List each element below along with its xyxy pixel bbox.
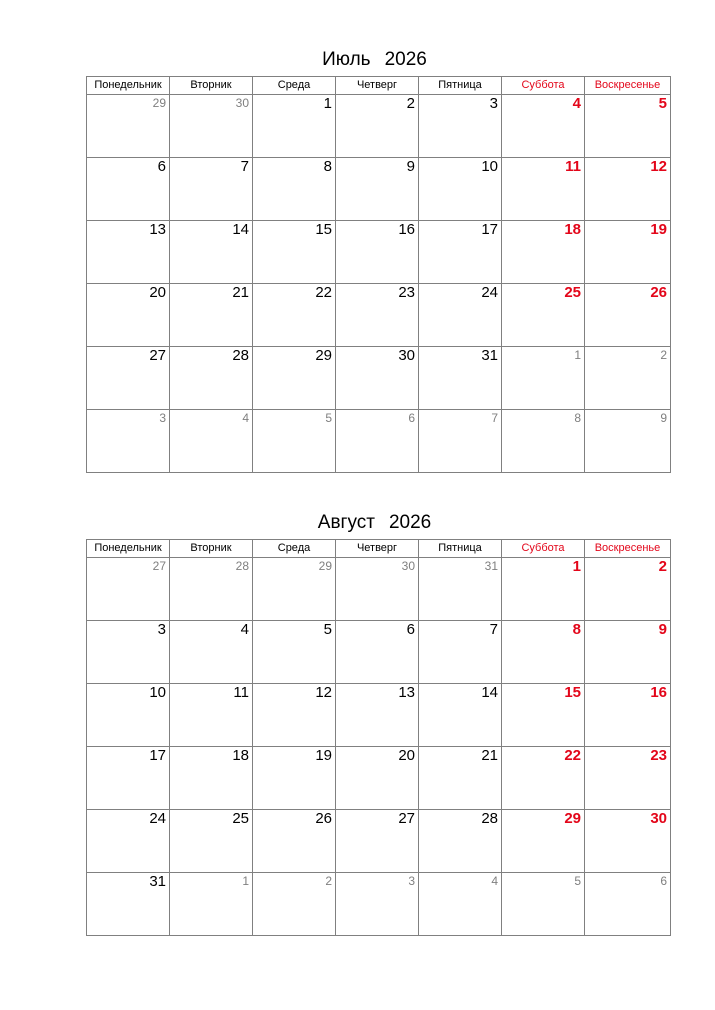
day-cell: 20 [336, 747, 419, 810]
day-cell: 1 [253, 95, 336, 158]
day-cell-other-month: 5 [502, 873, 585, 936]
day-cell-other-month: 3 [336, 873, 419, 936]
month-title [86, 509, 663, 537]
day-cell-other-month: 31 [419, 558, 502, 621]
weekday-header: Суббота [502, 77, 585, 95]
day-cell: 20 [87, 284, 170, 347]
day-cell: 19 [585, 221, 671, 284]
day-cell: 28 [170, 347, 253, 410]
weekday-header: Четверг [336, 540, 419, 558]
weekday-header: Вторник [170, 540, 253, 558]
day-cell-other-month: 7 [419, 410, 502, 473]
day-cell: 16 [336, 221, 419, 284]
day-cell-other-month: 5 [253, 410, 336, 473]
day-cell-other-month: 4 [170, 410, 253, 473]
day-cell: 21 [419, 747, 502, 810]
day-cell-other-month: 2 [253, 873, 336, 936]
day-cell: 24 [87, 810, 170, 873]
day-cell-other-month: 28 [170, 558, 253, 621]
day-cell-other-month: 9 [585, 410, 671, 473]
day-cell: 24 [419, 284, 502, 347]
day-cell-other-month: 6 [336, 410, 419, 473]
week-row [87, 621, 671, 684]
day-cell: 30 [585, 810, 671, 873]
week-row [87, 558, 671, 621]
day-cell: 23 [585, 747, 671, 810]
day-cell: 29 [253, 347, 336, 410]
week-row [87, 284, 671, 347]
day-cell: 18 [502, 221, 585, 284]
day-cell: 8 [253, 158, 336, 221]
day-cell: 17 [87, 747, 170, 810]
day-cell: 26 [585, 284, 671, 347]
day-cell: 22 [253, 284, 336, 347]
month-year: 2026 [384, 49, 427, 70]
day-cell-other-month: 8 [502, 410, 585, 473]
month-name: Июль [322, 49, 371, 70]
day-cell: 14 [419, 684, 502, 747]
day-cell: 29 [502, 810, 585, 873]
day-cell: 4 [502, 95, 585, 158]
month-name: Август [317, 512, 375, 533]
day-cell: 6 [336, 621, 419, 684]
week-row [87, 158, 671, 221]
week-row [87, 347, 671, 410]
day-cell: 19 [253, 747, 336, 810]
day-cell: 2 [585, 558, 671, 621]
weekday-header: Воскресенье [585, 540, 671, 558]
week-row [87, 810, 671, 873]
day-cell: 4 [170, 621, 253, 684]
day-cell: 25 [170, 810, 253, 873]
day-cell: 27 [336, 810, 419, 873]
day-cell: 5 [585, 95, 671, 158]
weekday-header: Понедельник [87, 77, 170, 95]
week-row [87, 873, 671, 936]
month-year: 2026 [388, 512, 432, 533]
day-cell: 7 [419, 621, 502, 684]
day-cell: 5 [253, 621, 336, 684]
day-cell: 10 [87, 684, 170, 747]
day-cell: 9 [336, 158, 419, 221]
weekday-header: Пятница [419, 540, 502, 558]
weekday-header: Вторник [170, 77, 253, 95]
day-cell: 23 [336, 284, 419, 347]
day-cell-other-month: 6 [585, 873, 671, 936]
day-cell-other-month: 3 [87, 410, 170, 473]
day-cell: 11 [170, 684, 253, 747]
day-cell: 28 [419, 810, 502, 873]
day-cell: 10 [419, 158, 502, 221]
day-cell: 12 [253, 684, 336, 747]
day-cell: 1 [502, 558, 585, 621]
day-cell: 31 [87, 873, 170, 936]
day-cell: 11 [502, 158, 585, 221]
day-cell: 30 [336, 347, 419, 410]
weekday-header: Воскресенье [585, 77, 671, 95]
day-cell: 15 [253, 221, 336, 284]
month-title [86, 46, 663, 74]
day-cell-other-month: 1 [502, 347, 585, 410]
day-cell: 8 [502, 621, 585, 684]
day-cell: 26 [253, 810, 336, 873]
day-cell: 3 [87, 621, 170, 684]
day-cell: 16 [585, 684, 671, 747]
day-cell: 22 [502, 747, 585, 810]
day-cell: 7 [170, 158, 253, 221]
day-cell: 18 [170, 747, 253, 810]
day-cell: 31 [419, 347, 502, 410]
week-row [87, 410, 671, 473]
calendar-grid [86, 539, 671, 936]
day-cell: 9 [585, 621, 671, 684]
day-cell: 2 [336, 95, 419, 158]
day-cell-other-month: 27 [87, 558, 170, 621]
calendar-grid [86, 76, 671, 473]
day-cell-other-month: 4 [419, 873, 502, 936]
day-cell-other-month: 29 [87, 95, 170, 158]
weekday-header-row [87, 77, 671, 95]
weekday-header: Понедельник [87, 540, 170, 558]
day-cell: 17 [419, 221, 502, 284]
day-cell: 3 [419, 95, 502, 158]
day-cell-other-month: 30 [336, 558, 419, 621]
day-cell: 15 [502, 684, 585, 747]
weekday-header: Четверг [336, 77, 419, 95]
weekday-header: Среда [253, 77, 336, 95]
week-row [87, 221, 671, 284]
weekday-header: Пятница [419, 77, 502, 95]
day-cell: 13 [336, 684, 419, 747]
week-row [87, 747, 671, 810]
weekday-header: Суббота [502, 540, 585, 558]
day-cell: 14 [170, 221, 253, 284]
day-cell: 6 [87, 158, 170, 221]
week-row [87, 95, 671, 158]
day-cell-other-month: 2 [585, 347, 671, 410]
day-cell: 12 [585, 158, 671, 221]
day-cell: 21 [170, 284, 253, 347]
day-cell-other-month: 30 [170, 95, 253, 158]
weekday-header: Среда [253, 540, 336, 558]
day-cell-other-month: 1 [170, 873, 253, 936]
day-cell: 27 [87, 347, 170, 410]
weekday-header-row [87, 540, 671, 558]
day-cell: 25 [502, 284, 585, 347]
day-cell: 13 [87, 221, 170, 284]
day-cell-other-month: 29 [253, 558, 336, 621]
week-row [87, 684, 671, 747]
